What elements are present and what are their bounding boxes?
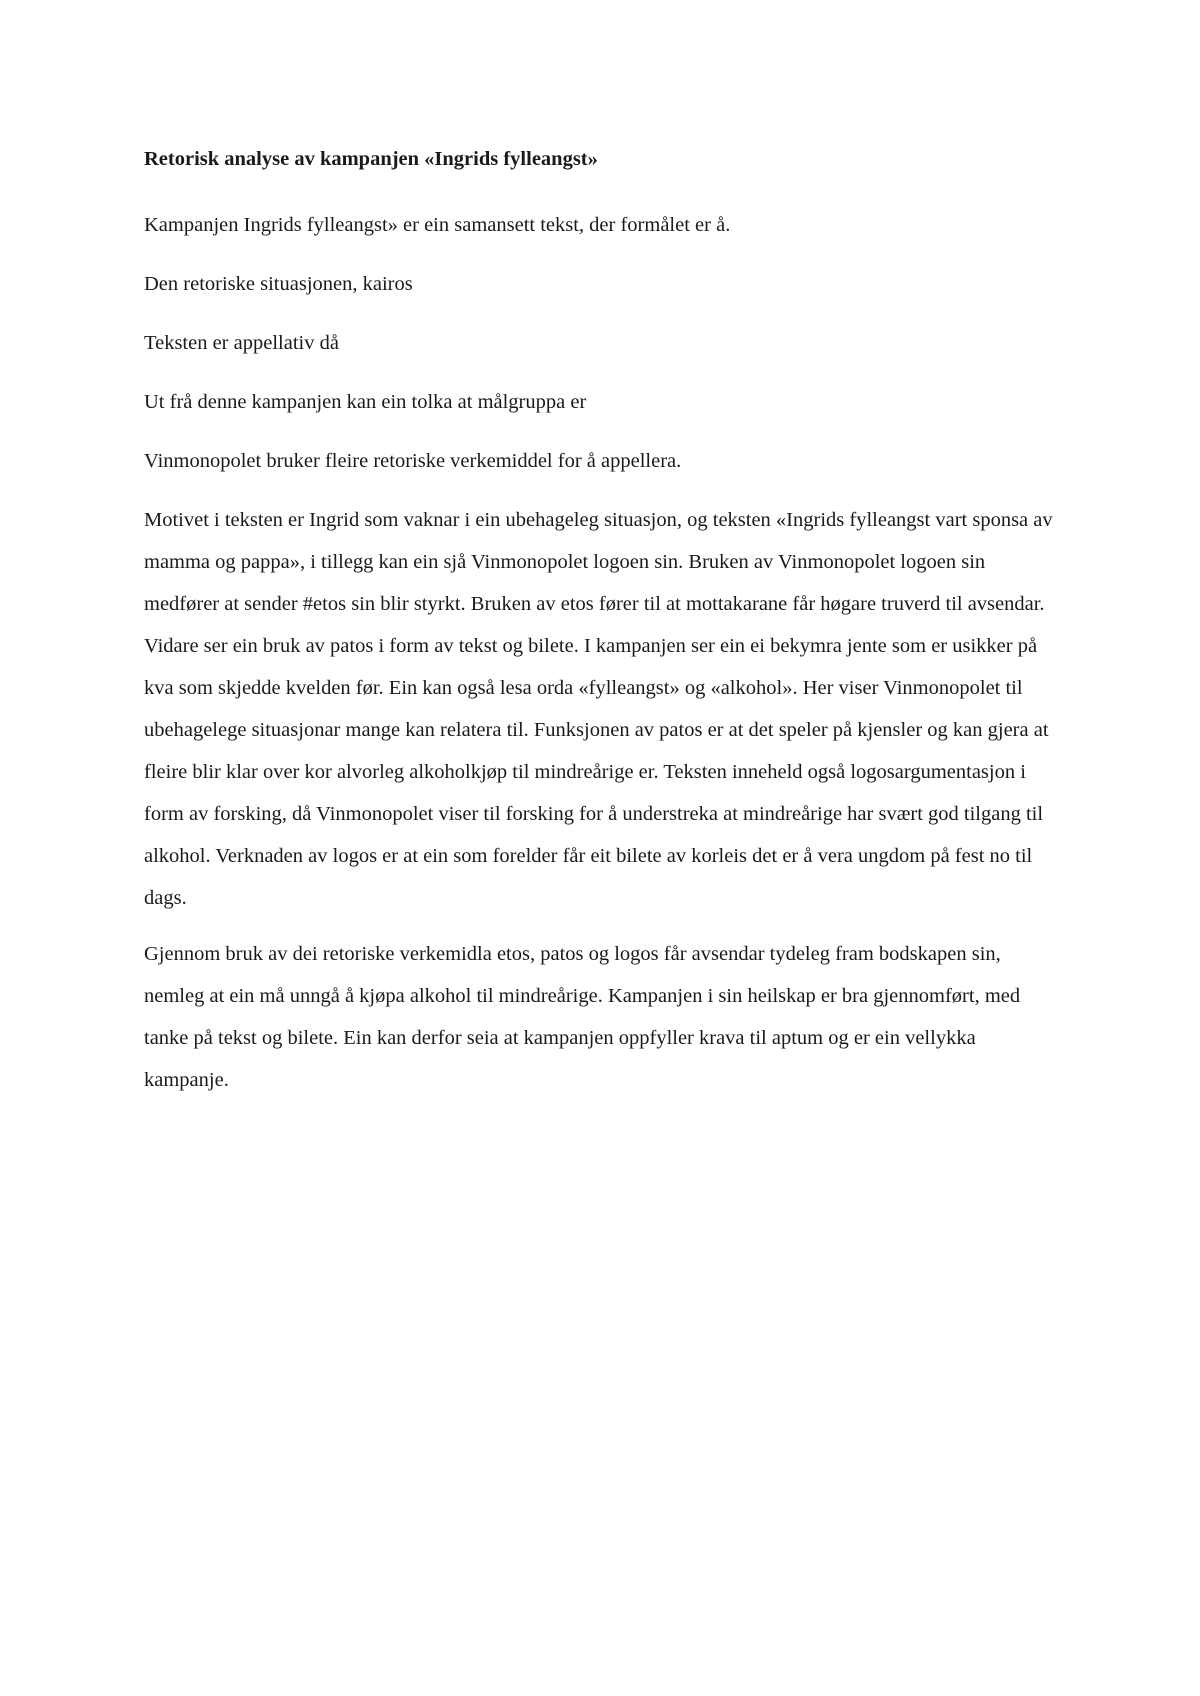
intro-paragraph: Kampanjen Ingrids fylleangst» er ein samansett tekst, der formålet er å. xyxy=(144,214,731,236)
conclusion-paragraph: Gjennom bruk av dei retoriske verkemidla etos, patos og logos får avsendar tydeleg fram bodskapen sin, nemleg at ein må unngå å kjøpa alkohol til mindreårige. Kampanjen i sin heilskap er bra gjennomført, med tanke på tekst og bilete. Ein kan derfor seia at kampanjen oppfyller krava til aptum og er ein vellykka kampanje. xyxy=(144,943,1021,1091)
situation-paragraph: Den retoriske situasjonen, kairos xyxy=(144,273,413,295)
document-title: Retorisk analyse av kampanjen «Ingrids fylleangst» xyxy=(144,148,598,170)
analysis-paragraph: Motivet i teksten er Ingrid som vaknar i ein ubehageleg situasjon, og teksten «Ingrids fylleangst vart sponsa av mamma og pappa», i tillegg kan ein sjå Vinmonopolet logoen sin. Bruken av Vinmonopolet logoen sin medfører at sender #etos sin blir styrkt. Bruken av etos fører til at mottakarane får høgare truverd til avsendar. Vidare ser ein bruk av patos i form av tekst og bilete. I kampanjen ser ein ei bekymra jente som er usikker på kva som skjedde kvelden før. Ein kan også lesa orda «fylleangst» og «alkohol». Her viser Vinmonopolet til ubehagelege situasjonar mange kan relatera til. Funksjonen av patos er at det speler på kjensler og kan gjera at fleire blir klar over kor alvorleg alkoholkjøp til mindreårige er. Teksten inneheld også logosargumentasjon i form av forsking, då Vinmonopolet viser til forsking for å understreka at mindreårige har svært god tilgang til alkohol. Verknaden av logos er at ein som forelder får eit bilete av korleis det er å vera ungdom på fest no til dags. xyxy=(144,509,1053,909)
target-group-paragraph: Ut frå denne kampanjen kan ein tolka at målgruppa er xyxy=(144,391,587,413)
document-body xyxy=(144,138,1056,1115)
appellative-paragraph: Teksten er appellativ då xyxy=(144,332,339,354)
devices-paragraph: Vinmonopolet bruker fleire retoriske verkemiddel for å appellera. xyxy=(144,450,682,472)
